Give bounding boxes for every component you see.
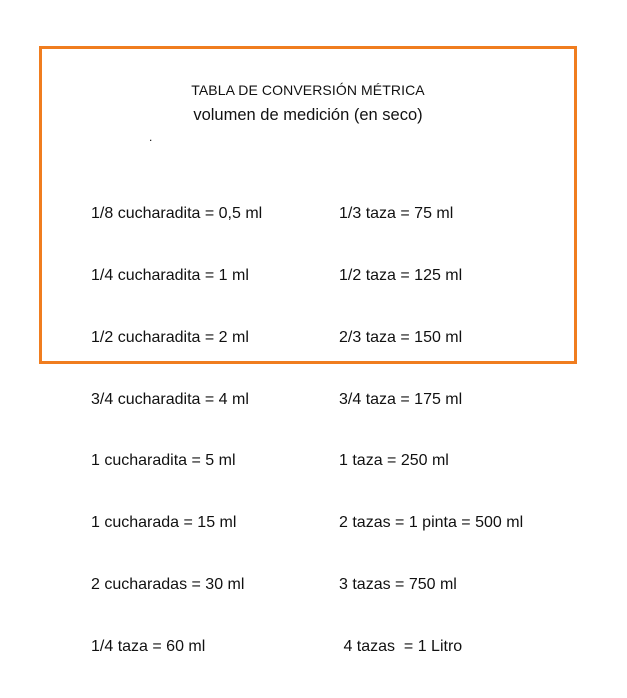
conversion-table-frame xyxy=(39,46,577,655)
left-conversion-column xyxy=(91,163,262,698)
conversion-row: 1/3 taza = 75 ml xyxy=(339,205,454,223)
stray-dot: . xyxy=(149,130,153,144)
conversion-row: 2/3 taza = 150 ml xyxy=(339,328,463,346)
table-title: TABLA DE CONVERSIÓN MÉTRICA xyxy=(191,82,425,98)
conversion-row: 2 cucharadas = 30 ml xyxy=(91,575,245,593)
conversion-row: 1/2 taza = 125 ml xyxy=(339,266,463,284)
conversion-row: 1/4 cucharadita = 1 ml xyxy=(91,266,249,284)
conversion-row: 1 taza = 250 ml xyxy=(339,452,449,470)
conversion-row: 3 tazas = 750 ml xyxy=(339,575,457,593)
right-conversion-column xyxy=(339,163,523,698)
conversion-row: 1 cucharada = 15 ml xyxy=(91,514,237,532)
conversion-row: 1 cucharadita = 5 ml xyxy=(91,452,236,470)
conversion-row: 1/8 cucharadita = 0,5 ml xyxy=(91,205,263,223)
conversion-row: 1/2 cucharadita = 2 ml xyxy=(91,328,249,346)
conversion-row: 1/4 taza = 60 ml xyxy=(91,637,206,655)
conversion-row: 4 tazas = 1 Litro xyxy=(339,637,463,655)
conversion-row: 3/4 taza = 175 ml xyxy=(339,390,463,408)
conversion-row: 3/4 cucharadita = 4 ml xyxy=(91,390,249,408)
conversion-row: 2 tazas = 1 pinta = 500 ml xyxy=(339,514,524,532)
table-subtitle: volumen de medición (en seco) xyxy=(193,106,423,124)
